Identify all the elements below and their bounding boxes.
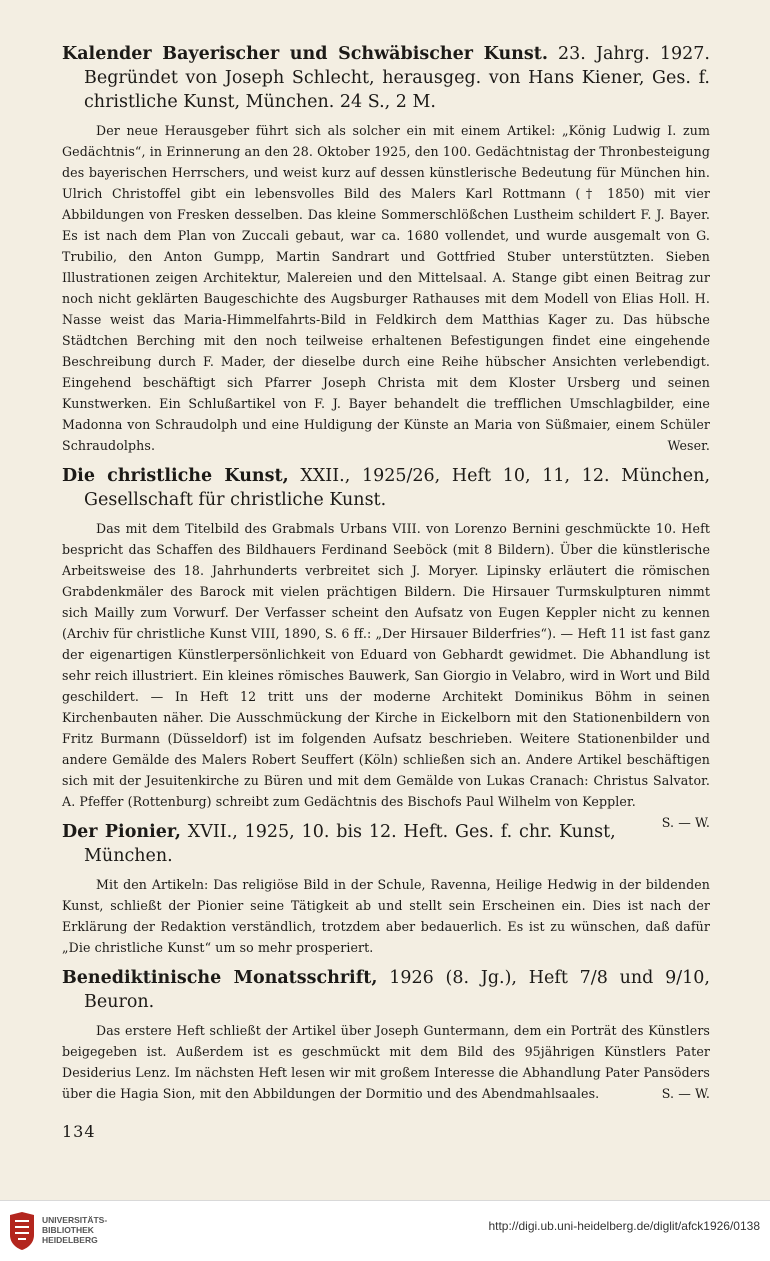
entry-title-main: Die christliche Kunst, (62, 466, 289, 486)
entry-title-main: Der Pionier, (62, 822, 181, 842)
entry-text: Das mit dem Titelbild des Grabmals Urbans VIII. von Lorenzo Bernini geschmückte 10. Heft bespricht das Schaffen des Bildhauers Ferdinand Seeböck (mit 8 Bildern). Über die künstlerische Arbeitsweise des 18. Jahrhunderts verbreitet sich J. Moryer. Lipinsky erläutert die römischen Grabdenkmäler des Barock mit vielen prächtigen Bildern. Die Hirsauer Turmskulpturen nimmt sich Mailly zum Vorwurf. Der Verfasser scheint den Aufsatz von Eugen Keppler nicht zu kennen (Archiv für christliche Kunst VIII, 1890, S. 6 ff.: „Der Hirsauer Bilderfries“). — Heft 11 ist fast ganz der eigenartigen Künstlerpersönlichkeit von Eduard von Gebhardt gewidmet. Die Abhandlung ist sehr reich illustriert. Ein kleines römisches Bauwerk, San Giorgio in Velabro, wird in Wort und Bild geschildert. — In Heft 12 tritt uns der moderne Architekt Dominikus Böhm in seinen Kirchenbauten näher. Die Ausschmückung der Kirche in Eickelborn mit den Stationenbildern von Fritz Burmann (Düsseldorf) ist im folgenden Aufsatz beschrieben. Weitere Stationenbilder und andere Gemälde des Malers Robert Seuffert (Köln) schließen sich an. Andere Artikel beschäftigen sich mit der Jesuitenkirche zu Büren und mit dem Gemälde von Lukas Cranach: Christus Salvator. A. Pfeffer (Rottenburg) schreibt zum Gedächtnis des Bischofs Paul Wilhelm von Keppler. (62, 521, 710, 809)
entry-title (62, 42, 710, 114)
entry-signature: S. — W. (661, 815, 710, 830)
entry-title-main: Kalender Bayerischer und Schwäbischer Kunst. (62, 44, 548, 64)
entry-text: Das erstere Heft schließt der Artikel über Joseph Guntermann, dem ein Porträt des Künstlers beigegeben ist. Außerdem ist es geschmückt mit dem Bild des 95jährigen Künstlers Pater Desiderius Lenz. Im nächsten Heft lesen wir mit großem Interesse die Abhandlung Pater Pansöders über die Hagia Sion, mit den Abbildungen der Dormitio und des Abendmahlsaales. (62, 1023, 710, 1101)
entry-body (62, 874, 710, 958)
entry-body (62, 518, 710, 830)
review-entry-pionier (62, 820, 710, 958)
entry-signature: S. — W. (661, 1086, 710, 1101)
entry-title (62, 966, 710, 1014)
review-entry-benediktinische (62, 966, 710, 1104)
library-name-line: HEIDELBERG (42, 1235, 98, 1245)
entry-title-details: 23. Jahrg. 1927. Begründet von Joseph Schlecht, herausgeg. von Hans Kiener, Ges. f. christliche Kunst, München. 24 S., 2 M. (84, 44, 710, 112)
entry-title-details: XXII., 1925/26, Heft 10, 11, 12. München, Gesellschaft für christliche Kunst. (84, 466, 711, 510)
entry-body (62, 120, 710, 456)
permalink-url[interactable]: http://digi.ub.uni-heidelberg.de/diglit/afck1926/0138 (488, 1219, 760, 1233)
entry-signature: Weser. (667, 438, 710, 453)
library-name-line: UNIVERSITÄTS- (42, 1215, 108, 1225)
review-entry-christliche-kunst (62, 464, 711, 830)
entry-title-details: XVII., 1925, 10. bis 12. Heft. Ges. f. chr. Kunst, München. (84, 822, 616, 866)
entry-body (62, 1020, 710, 1104)
university-library-logo-icon (8, 1211, 36, 1251)
library-name-line: BIBLIOTHEK (42, 1225, 94, 1235)
viewer-footer (0, 1200, 770, 1261)
review-entry-kalender (62, 42, 710, 456)
entry-title-details: 1926 (8. Jg.), Heft 7/8 und 9/10, Beuron. (84, 968, 710, 1012)
library-name (42, 1215, 107, 1245)
page-number: 134 (62, 1122, 96, 1141)
entry-title (62, 820, 710, 868)
entry-title (62, 464, 710, 512)
entry-title-main: Benediktinische Monatsschrift, (62, 968, 378, 988)
page-content (62, 42, 710, 1112)
entry-text: Mit den Artikeln: Das religiöse Bild in der Schule, Ravenna, Heilige Hedwig in der bildenden Kunst, schließt der Pionier seine Tätigkeit ab und stellt sein Erscheinen ein. Dies ist nach der Erklärung der Redaktion verständlich, trotzdem aber bedauerlich. Es ist zu wünschen, daß dafür „Die christliche Kunst“ um so mehr prosperiert. (62, 877, 710, 955)
entry-text: Der neue Herausgeber führt sich als solcher ein mit einem Artikel: „König Ludwig I. zum Gedächtnis“, in Erinnerung an den 28. Oktober 1925, den 100. Gedächtnistag der Thronbesteigung des bayerischen Herrschers, und weist kurz auf dessen künstlerische Bedeutung für München hin. Ulrich Christoffel gibt ein lebensvolles Bild des Malers Karl Rottmann († 1850) mit vier Abbildungen von Fresken desselben. Das kleine Sommerschlößchen Lustheim schildert F. J. Bayer. Es ist nach dem Plan von Zuccali gebaut, war ca. 1680 vollendet, und wurde ausgemalt von G. Trubilio, den Anton Gumpp, Martin Sandrart und Gottfried Stuber unterstützten. Sieben Illustrationen zeigen Architektur, Malereien und den Mittelsaal. A. Stange gibt einen Beitrag zur noch nicht geklärten Baugeschichte des Augsburger Rathauses mit dem Modell von Elias Holl. H. Nasse weist das Maria-Himmelfahrts-Bild in Feldkirch dem Matthias Kager zu. Das hübsche Städtchen Berching mit den noch teilweise erhaltenen Befestigungen findet eine eingehende Beschreibung durch F. Mader, der dieselbe durch eine Reihe hübscher Ansichten verlebendigt. Eingehend beschäftigt sich Pfarrer Joseph Christa mit dem Kloster Ursberg und seinen Kunstwerken. Ein Schlußartikel von F. J. Bayer behandelt die trefflichen Umschlagbilder, eine Madonna von Schraudolph und eine Huldigung der Künste an Maria von Süßmaier, einem Schüler Schraudolphs. (62, 123, 710, 453)
